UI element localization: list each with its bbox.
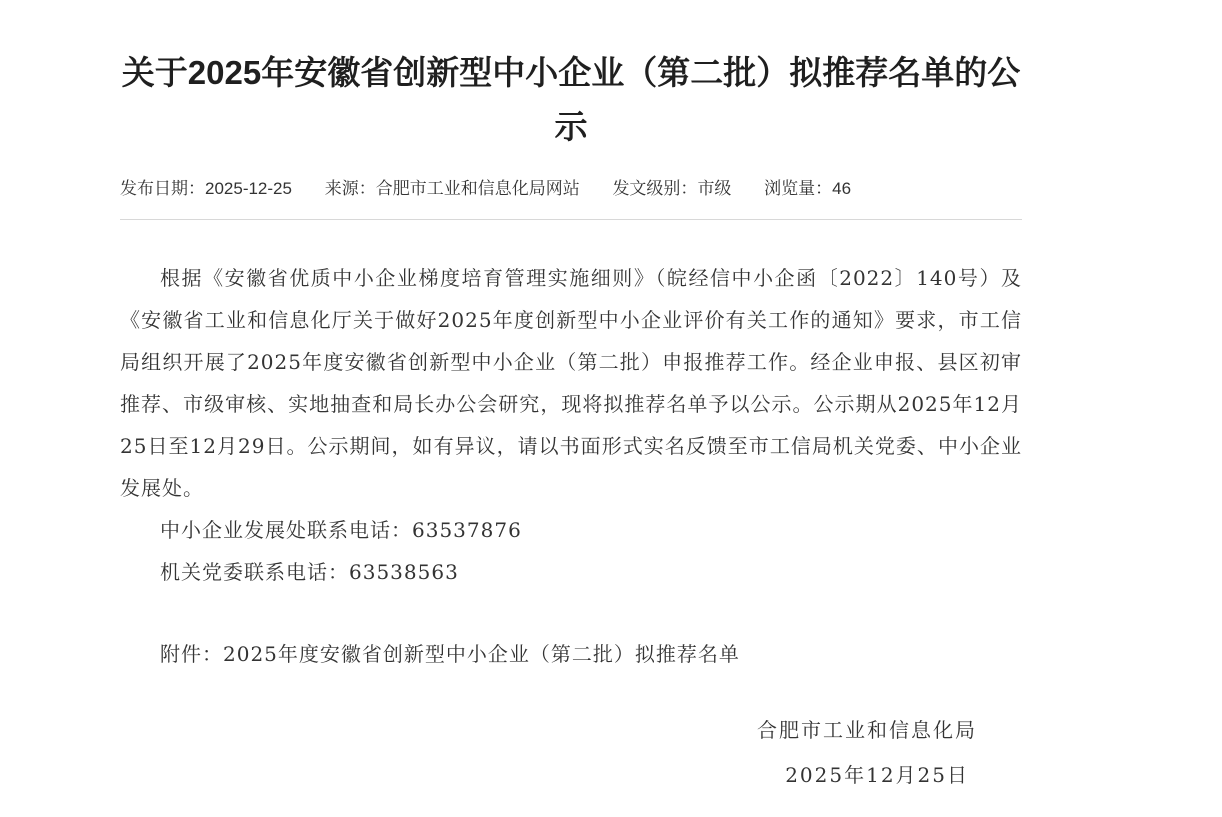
document-level: [612, 179, 731, 198]
announcement-page: [120, 46, 1022, 796]
source-value: 合肥市工业和信息化局网站: [375, 179, 580, 198]
article-body: [120, 257, 1022, 796]
source: [325, 179, 580, 198]
meta-row: [120, 178, 1022, 200]
view-count-label: 浏览量：: [764, 179, 833, 198]
publish-date-label: 发布日期：: [120, 179, 205, 198]
publish-date-value: 2025-12-25: [205, 179, 292, 198]
page-title: 关于2025年安徽省创新型中小企业（第二批）拟推荐名单的公示: [121, 54, 1021, 145]
document-level-value: 市级: [697, 179, 732, 198]
publish-date: [120, 179, 292, 198]
signature-date: 2025年12月25日: [785, 763, 969, 787]
contact-line-party-committee: 机关党委联系电话：63538563: [160, 560, 459, 584]
document-level-label: 发文级别：: [612, 179, 698, 198]
signature-organization: 合肥市工业和信息化局: [757, 718, 977, 742]
attachment-line: 附件：2025年度安徽省创新型中小企业（第二批）拟推荐名单: [160, 642, 740, 666]
source-label: 来源：: [324, 179, 376, 198]
body-paragraph: 根据《安徽省优质中小企业梯度培育管理实施细则》（皖经信中小企函〔2022〕140号）及《安徽省工业和信息化厅关于做好2025年度创新型中小企业评价有关工作的通知》要求，市工信局组织开展了2025年度安徽省创新型中小企业（第二批）申报推荐工作。经企业申报、县区初审推荐、市级审核、实地抽查和局长办公会研究，现将拟推荐名单予以公示。公示期从2025年12月25日至12月29日。公示期间，如有异议，请以书面形式实名反馈至市工信局机关党委、中小企业发展处。: [120, 266, 1022, 500]
view-count: [764, 179, 851, 198]
view-count-value: 46: [832, 179, 852, 198]
divider: [120, 219, 1022, 220]
contact-line-smes-office: 中小企业发展处联系电话：63537876: [160, 518, 522, 542]
